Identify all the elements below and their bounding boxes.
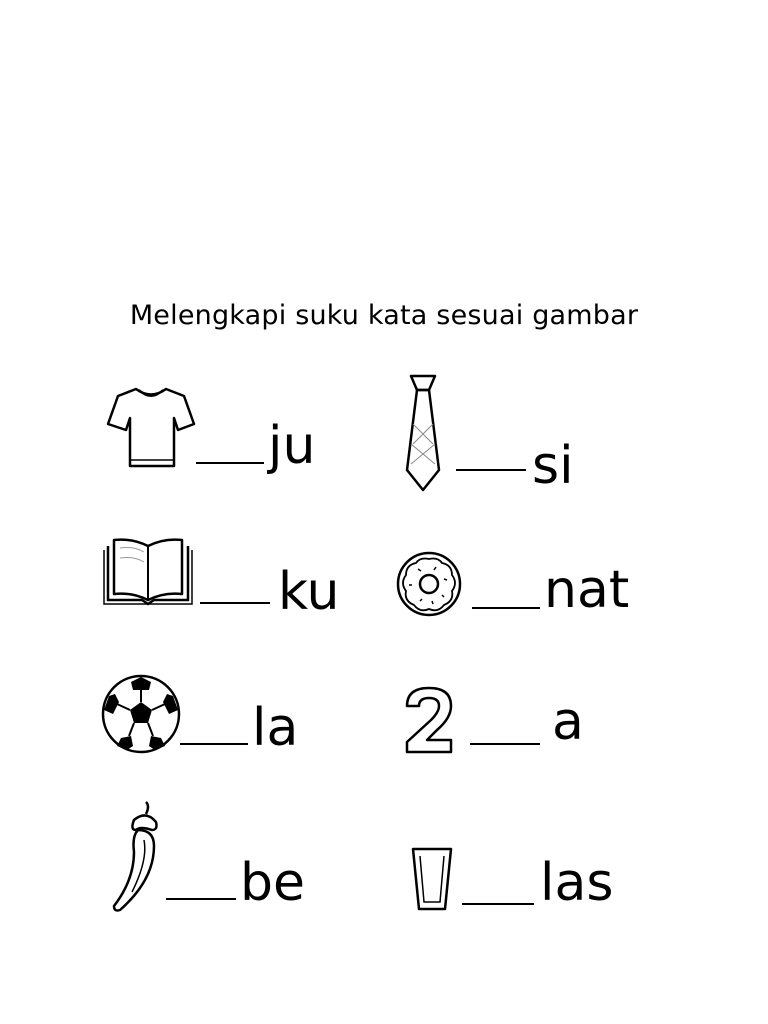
answer-blank[interactable] — [166, 898, 236, 900]
syllable-text: si — [532, 436, 574, 496]
syllable-text: ju — [268, 416, 316, 476]
chili-pepper-icon — [110, 800, 162, 914]
answer-blank[interactable] — [462, 903, 534, 905]
glass-icon — [410, 846, 454, 912]
syllable-text: las — [540, 853, 614, 913]
necktie-icon — [403, 374, 443, 492]
donut-icon — [396, 551, 462, 617]
syllable-text: nat — [544, 560, 630, 620]
worksheet-title: Melengkapi suku kata sesuai gambar — [129, 300, 639, 331]
syllable-text: be — [240, 853, 305, 913]
number-two-icon — [401, 684, 457, 756]
book-icon — [102, 534, 194, 606]
answer-blank[interactable] — [456, 469, 526, 471]
answer-blank[interactable] — [196, 462, 264, 464]
answer-blank[interactable] — [470, 743, 540, 745]
syllable-text: la — [252, 698, 299, 758]
soccer-ball-icon — [101, 674, 181, 754]
answer-blank[interactable] — [180, 743, 248, 745]
answer-blank[interactable] — [200, 602, 270, 604]
syllable-text: ku — [278, 562, 340, 622]
syllable-text: a — [552, 692, 584, 752]
answer-blank[interactable] — [472, 607, 540, 609]
t-shirt-icon — [106, 386, 196, 470]
